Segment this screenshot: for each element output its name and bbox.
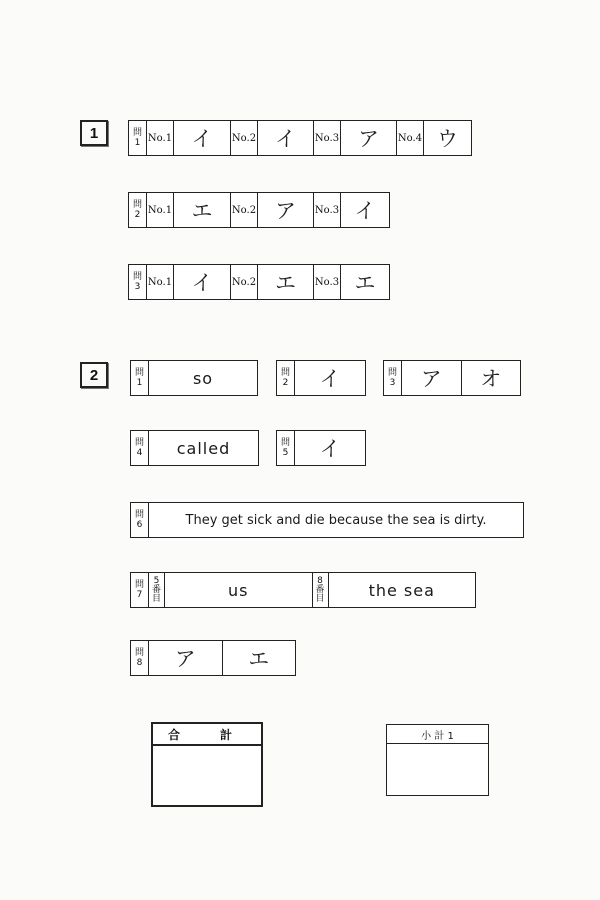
s1-q3-answer-3[interactable]: エ [354,271,376,295]
s2-q1-answer[interactable]: so [192,368,214,388]
s2-q7-part-2-label: 8 番 目 [313,573,329,607]
s2-q2-marker: 問 2 [277,361,295,395]
s1-q2-answer-2[interactable]: ア [258,193,314,227]
s2-q6-row [130,502,524,538]
s1-q1-marker: 問 1 [129,121,147,155]
s2-q8-marker: 問 8 [131,641,149,675]
s1-q2-marker: 問 2 [129,193,147,227]
s1-q2-label-3: No.3 [314,193,341,227]
s1-q2-row [128,192,390,228]
s1-q3-label-2: No.2 [231,265,258,299]
s2-q7-marker: 問 7 [131,573,149,607]
s2-q3-answer-1[interactable]: ア [402,361,462,395]
section-2-number: 2 [80,362,108,388]
s2-q7-row [130,572,476,608]
s1-q1-label-1: No.1 [147,121,174,155]
s2-q4-answer[interactable]: called [176,438,231,458]
s2-q2-answer[interactable]: イ [319,367,341,391]
s1-q3-answer-2[interactable]: エ [258,265,314,299]
s2-q3-answer-2[interactable]: オ [480,367,502,391]
s2-q3-row [383,360,521,396]
s1-q2-answer-1[interactable]: エ [174,193,231,227]
s1-q1-answer-3[interactable]: ア [341,121,397,155]
s1-q3-label-3: No.3 [314,265,341,299]
s2-q3-marker: 問 3 [384,361,402,395]
s2-q4-marker: 問 4 [131,431,149,465]
s2-q5-row [276,430,366,466]
s2-q5-marker: 問 5 [277,431,295,465]
s1-q3-label-1: No.1 [147,265,174,299]
total-label: 合 計 [153,724,261,746]
s2-q8-answer-1[interactable]: ア [149,641,223,675]
s2-q7-part-2-answer[interactable]: the sea [368,580,435,600]
s1-q3-marker: 問 3 [129,265,147,299]
s1-q1-label-2: No.2 [231,121,258,155]
total-score-field[interactable] [153,746,261,806]
s2-q6-marker: 問 6 [131,503,149,537]
subtotal-score-field[interactable] [387,744,488,794]
s2-q7-part-1-answer[interactable]: us [165,573,313,607]
s1-q2-label-1: No.1 [147,193,174,227]
s1-q2-label-2: No.2 [231,193,258,227]
s1-q1-label-4: No.4 [397,121,424,155]
s1-q1-answer-2[interactable]: イ [258,121,314,155]
s1-q1-label-3: No.3 [314,121,341,155]
s2-q7-part-1-label: 5 番 目 [149,573,165,607]
s2-q8-row [130,640,296,676]
s1-q1-answer-4[interactable]: ウ [437,127,458,151]
s2-q8-answer-2[interactable]: エ [248,647,270,671]
subtotal-box [386,724,489,796]
s2-q1-marker: 問 1 [131,361,149,395]
s1-q3-row [128,264,390,300]
subtotal-label: 小 計 1 [387,725,488,744]
s2-q2-row [276,360,366,396]
s1-q1-row [128,120,472,156]
s1-q3-answer-1[interactable]: イ [174,265,231,299]
s1-q2-answer-3[interactable]: イ [354,199,376,223]
s2-q4-row [130,430,259,466]
s2-q1-row [130,360,258,396]
section-1-number: 1 [80,120,108,146]
s2-q5-answer[interactable]: イ [319,437,341,461]
s1-q1-answer-1[interactable]: イ [174,121,231,155]
total-box [151,722,263,807]
s2-q6-answer[interactable]: They get sick and die because the sea is dirty. [185,512,487,528]
